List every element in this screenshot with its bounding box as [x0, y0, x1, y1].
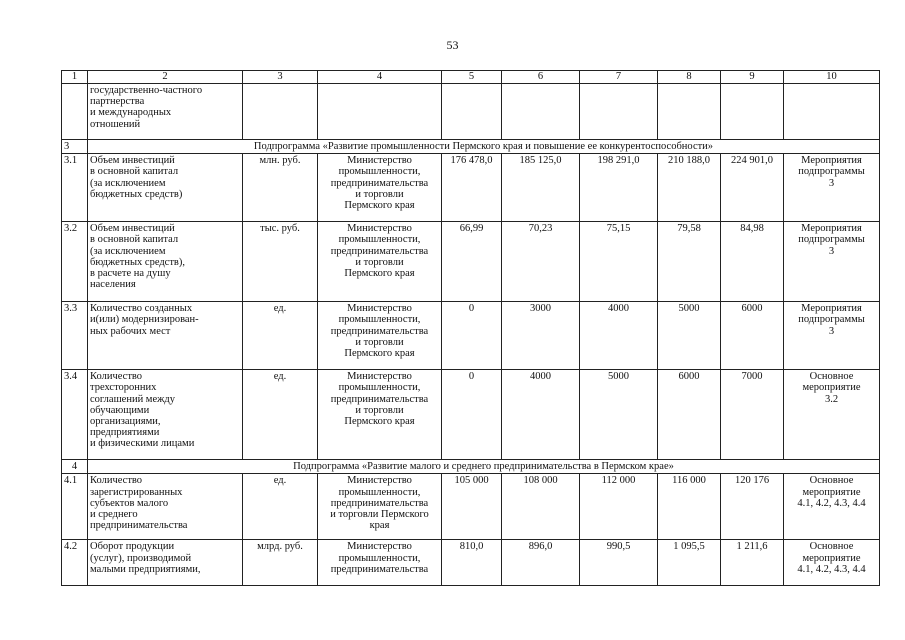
- unit: тыс. руб.: [243, 222, 318, 302]
- value-col8: 6000: [658, 370, 721, 460]
- header-cell: 5: [442, 71, 502, 84]
- value-col7: 75,15: [580, 222, 658, 302]
- section-row: [62, 140, 880, 154]
- header-cell: 10: [784, 71, 880, 84]
- section-row: [62, 460, 880, 474]
- value-col7: 112 000: [580, 474, 658, 540]
- row-number: 4.2: [62, 540, 88, 586]
- value-col6: 3000: [502, 302, 580, 370]
- table-row: [62, 222, 880, 302]
- value-col8: 1 095,5: [658, 540, 721, 586]
- header-row: [62, 71, 880, 84]
- value-col7: 5000: [580, 370, 658, 460]
- header-cell: 9: [721, 71, 784, 84]
- section-title: Подпрограмма «Развитие промышленности Пермского края и повышение ее конкурентоспособности»: [88, 140, 880, 154]
- value-col9: 120 176: [721, 474, 784, 540]
- executor: Министерство промышленности, предпринимательства и торговли Пермского края: [318, 370, 442, 460]
- table-row: [62, 474, 880, 540]
- value-col9: 1 211,6: [721, 540, 784, 586]
- value-col8: 116 000: [658, 474, 721, 540]
- header-cell: 3: [243, 71, 318, 84]
- indicator-name: Объем инвестиций в основной капитал (за исключением бюджетных средств), в расчете на душу населения: [88, 222, 243, 302]
- value-col7: 990,5: [580, 540, 658, 586]
- unit: млн. руб.: [243, 154, 318, 222]
- value-col5: 0: [442, 370, 502, 460]
- unit: ед.: [243, 474, 318, 540]
- activity-link: Мероприятия подпрограммы 3: [784, 222, 880, 302]
- header-cell: 8: [658, 71, 721, 84]
- value-col7: 4000: [580, 302, 658, 370]
- indicator-name: Количество созданных и(или) модернизирован- ных рабочих мест: [88, 302, 243, 370]
- executor: Министерство промышленности, предпринимательства и торговли Пермского края: [318, 474, 442, 540]
- section-title: Подпрограмма «Развитие малого и среднего предпринимательства в Пермском крае»: [88, 460, 880, 474]
- value-col5: 0: [442, 302, 502, 370]
- value-col5: 176 478,0: [442, 154, 502, 222]
- header-cell: 4: [318, 71, 442, 84]
- row-number: 4.1: [62, 474, 88, 540]
- indicator-name: Количество трехсторонних соглашений между обучающими организациями, предприятиями и физическими лицами: [88, 370, 243, 460]
- indicator-name: Оборот продукции (услуг), производимой малыми предприятиями,: [88, 540, 243, 586]
- header-cell: 2: [88, 71, 243, 84]
- unit: ед.: [243, 370, 318, 460]
- indicator-name: Объем инвестиций в основной капитал (за исключением бюджетных средств): [88, 154, 243, 222]
- value-col8: 210 188,0: [658, 154, 721, 222]
- value-col6: 108 000: [502, 474, 580, 540]
- value-col9: 6000: [721, 302, 784, 370]
- header-cell: 6: [502, 71, 580, 84]
- table-row: [62, 154, 880, 222]
- activity-link: Основное мероприятие 3.2: [784, 370, 880, 460]
- activity-link: Основное мероприятие 4.1, 4.2, 4.3, 4.4: [784, 474, 880, 540]
- table-row: [62, 370, 880, 460]
- value-col9: 224 901,0: [721, 154, 784, 222]
- value-col5: 810,0: [442, 540, 502, 586]
- value-col9: 7000: [721, 370, 784, 460]
- indicator-name: государственно-частного партнерства и международных отношений: [88, 84, 243, 140]
- indicators-table: [61, 70, 880, 586]
- value-col6: 896,0: [502, 540, 580, 586]
- executor: Министерство промышленности, предпринимательства и торговли Пермского края: [318, 302, 442, 370]
- section-number: 3: [62, 140, 88, 154]
- page-number: 53: [446, 38, 459, 52]
- header-cell: 7: [580, 71, 658, 84]
- executor: Министерство промышленности, предпринимательства: [318, 540, 442, 586]
- header-cell: 1: [62, 71, 88, 84]
- unit: млрд. руб.: [243, 540, 318, 586]
- value-col9: 84,98: [721, 222, 784, 302]
- value-col8: 79,58: [658, 222, 721, 302]
- value-col8: 5000: [658, 302, 721, 370]
- table-row: [62, 302, 880, 370]
- activity-link: Мероприятия подпрограммы 3: [784, 302, 880, 370]
- activity-link: Мероприятия подпрограммы 3: [784, 154, 880, 222]
- activity-link: Основное мероприятие 4.1, 4.2, 4.3, 4.4: [784, 540, 880, 586]
- indicator-name: Количество зарегистрированных субъектов малого и среднего предпринимательства: [88, 474, 243, 540]
- value-col6: 185 125,0: [502, 154, 580, 222]
- row-number: 3.4: [62, 370, 88, 460]
- value-col5: 105 000: [442, 474, 502, 540]
- row-number: 3.1: [62, 154, 88, 222]
- table-row: [62, 540, 880, 586]
- value-col6: 70,23: [502, 222, 580, 302]
- executor: Министерство промышленности, предпринимательства и торговли Пермского края: [318, 154, 442, 222]
- value-col6: 4000: [502, 370, 580, 460]
- section-number: 4: [62, 460, 88, 474]
- value-col7: 198 291,0: [580, 154, 658, 222]
- continuation-row: [62, 84, 880, 140]
- executor: Министерство промышленности, предпринимательства и торговли Пермского края: [318, 222, 442, 302]
- row-number: 3.2: [62, 222, 88, 302]
- row-number: 3.3: [62, 302, 88, 370]
- unit: ед.: [243, 302, 318, 370]
- value-col5: 66,99: [442, 222, 502, 302]
